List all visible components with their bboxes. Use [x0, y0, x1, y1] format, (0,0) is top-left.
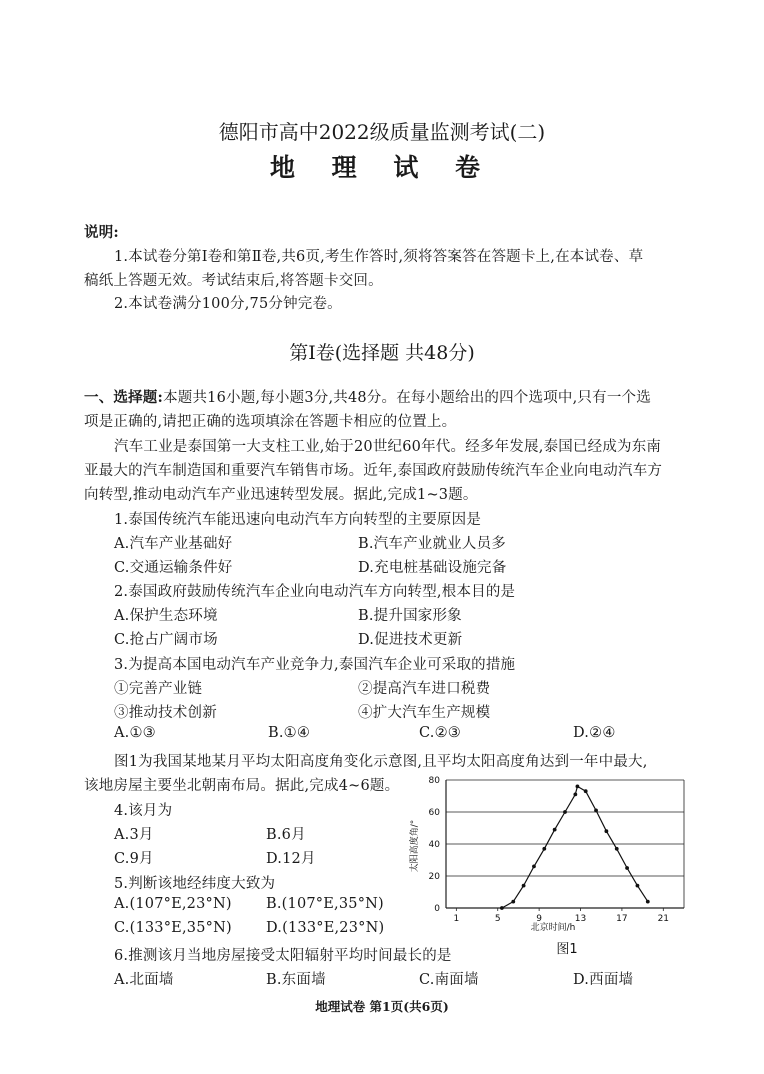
chart-y-tick-label: 0 [434, 904, 440, 914]
section-title: 第Ⅰ卷(选择题 共48分) [289, 342, 475, 364]
chart-data-point [615, 847, 619, 851]
question-6-option-b: B.东面墙 [266, 972, 326, 988]
chart-data-point [542, 847, 546, 851]
question-2-option-b: B.提升国家形象 [358, 608, 462, 624]
question-2-stem: 2.泰国政府鼓励传统汽车企业向电动汽车方向转型,根本目的是 [114, 584, 516, 600]
question-3-item-2: ②提高汽车进口税费 [358, 681, 491, 697]
chart-x-tick-label: 9 [536, 914, 542, 924]
question-5-option-d: D.(133°E,23°N) [266, 920, 385, 936]
instruction-item-1-line-1: 1.本试卷分第Ⅰ卷和第Ⅱ卷,共6页,考生作答时,须将答案答在答题卡上,在本试卷、草 [114, 249, 644, 265]
section-intro-line-2: 项是正确的,请把正确的选项填涂在答题卡相应的位置上。 [84, 414, 457, 430]
passage-2-line-1: 图1为我国某地某月平均太阳高度角变化示意图,且平均太阳高度角达到一年中最大, [114, 754, 648, 770]
figure-caption: 图1 [556, 942, 578, 957]
chart-data-point [553, 828, 557, 832]
passage-1-line-2: 亚最大的汽车制造国和重要汽车销售市场。近年,泰国政府鼓励传统汽车企业向电动汽车方 [84, 463, 663, 479]
chart-data-point [522, 884, 526, 888]
page-footer: 地理试卷 第1页(共6页) [315, 999, 449, 1014]
chart-x-axis-label: 北京时间/h [530, 923, 576, 933]
question-4-option-d: D.12月 [266, 851, 316, 867]
question-3-stem: 3.为提高本国电动汽车产业竞争力,泰国汽车企业可采取的措施 [114, 657, 516, 673]
instruction-item-1-line-2: 稿纸上答题无效。考试结束后,将答题卡交回。 [84, 273, 383, 289]
question-5-option-c: C.(133°E,35°N) [114, 920, 232, 936]
chart-x-tick-label: 13 [574, 914, 587, 924]
chart-data-point [563, 810, 567, 814]
sun-altitude-series-line [502, 786, 648, 908]
chart-y-tick-label: 80 [428, 776, 440, 786]
chart-y-tick-label: 60 [428, 808, 440, 818]
question-1-option-d: D.充电桩基础设施完备 [358, 560, 507, 576]
exam-title: 德阳市高中2022级质量监测考试(二) [218, 120, 546, 144]
passage-1-line-3: 向转型,推动电动汽车产业迅速转型发展。据此,完成1~3题。 [84, 487, 478, 503]
passage-2-line-2: 该地房屋主要坐北朝南布局。据此,完成4~6题。 [84, 778, 400, 794]
chart-y-tick-label: 40 [428, 840, 440, 850]
question-1-option-b: B.汽车产业就业人员多 [358, 536, 506, 552]
question-6-option-a: A.北面墙 [114, 972, 174, 988]
sun-altitude-chart [404, 770, 694, 966]
chart-data-point [573, 793, 577, 797]
section-intro-label: 一、选择题: [84, 389, 164, 406]
chart-data-point [646, 900, 650, 904]
question-5-option-a: A.(107°E,23°N) [114, 896, 232, 912]
chart-data-point [604, 829, 608, 833]
passage-1-line-1: 汽车工业是泰国第一大支柱工业,始于20世纪60年代。经多年发展,泰国已经成为东南 [114, 439, 662, 455]
question-3-option-b: B.①④ [268, 725, 311, 741]
instruction-item-2: 2.本试卷满分100分,75分钟完卷。 [114, 296, 342, 312]
question-4-stem: 4.该月为 [114, 803, 173, 819]
chart-data-point [625, 866, 629, 870]
question-4-option-c: C.9月 [114, 851, 154, 867]
chart-data-point [532, 865, 536, 869]
chart-x-tick-label: 17 [616, 914, 628, 924]
question-2-option-a: A.保护生态环境 [114, 608, 218, 624]
chart-data-point [636, 884, 640, 888]
subject-title: 地 理 试 卷 [269, 153, 495, 182]
question-1-option-c: C.交通运输条件好 [114, 560, 233, 576]
question-3-option-a: A.①③ [114, 725, 156, 741]
question-5-option-b: B.(107°E,35°N) [266, 896, 384, 912]
question-3-item-3: ③推动技术创新 [114, 705, 217, 721]
question-5-stem: 5.判断该地经纬度大致为 [114, 876, 276, 892]
section-intro-line-1 [84, 386, 651, 407]
question-4-option-a: A.3月 [114, 827, 154, 843]
chart-data-point [576, 785, 580, 789]
question-1-stem: 1.泰国传统汽车能迅速向电动汽车方向转型的主要原因是 [114, 512, 482, 528]
question-3-item-4: ④扩大汽车生产规模 [358, 705, 491, 721]
instructions-heading: 说明: [84, 224, 119, 241]
chart-data-point [594, 809, 598, 813]
section-intro-text: 本题共16小题,每小题3分,共48分。在每小题给出的四个选项中,只有一个选 [163, 390, 651, 406]
chart-x-tick-label: 5 [494, 914, 501, 924]
question-1-option-a: A.汽车产业基础好 [114, 536, 233, 552]
question-6-option-d: D.西面墙 [573, 972, 634, 988]
question-6-stem: 6.推测该月当地房屋接受太阳辐射平均时间最长的是 [114, 948, 452, 964]
chart-y-tick-label: 20 [428, 872, 440, 882]
question-6-option-c: C.南面墙 [419, 972, 479, 988]
chart-x-tick-label: 21 [657, 914, 670, 924]
question-2-option-d: D.促进技术更新 [358, 632, 463, 648]
question-4-option-b: B.6月 [266, 827, 306, 843]
chart-data-point [584, 789, 588, 793]
chart-data-point [511, 900, 515, 904]
chart-data-point [500, 906, 504, 910]
chart-y-axis-label: 太阳高度角/° [410, 819, 420, 873]
question-2-option-c: C.抢占广阔市场 [114, 632, 218, 648]
question-3-option-c: C.②③ [419, 725, 461, 741]
question-3-item-1: ①完善产业链 [114, 681, 203, 697]
chart-x-tick-label: 1 [453, 914, 460, 924]
question-3-option-d: D.②④ [573, 725, 616, 741]
